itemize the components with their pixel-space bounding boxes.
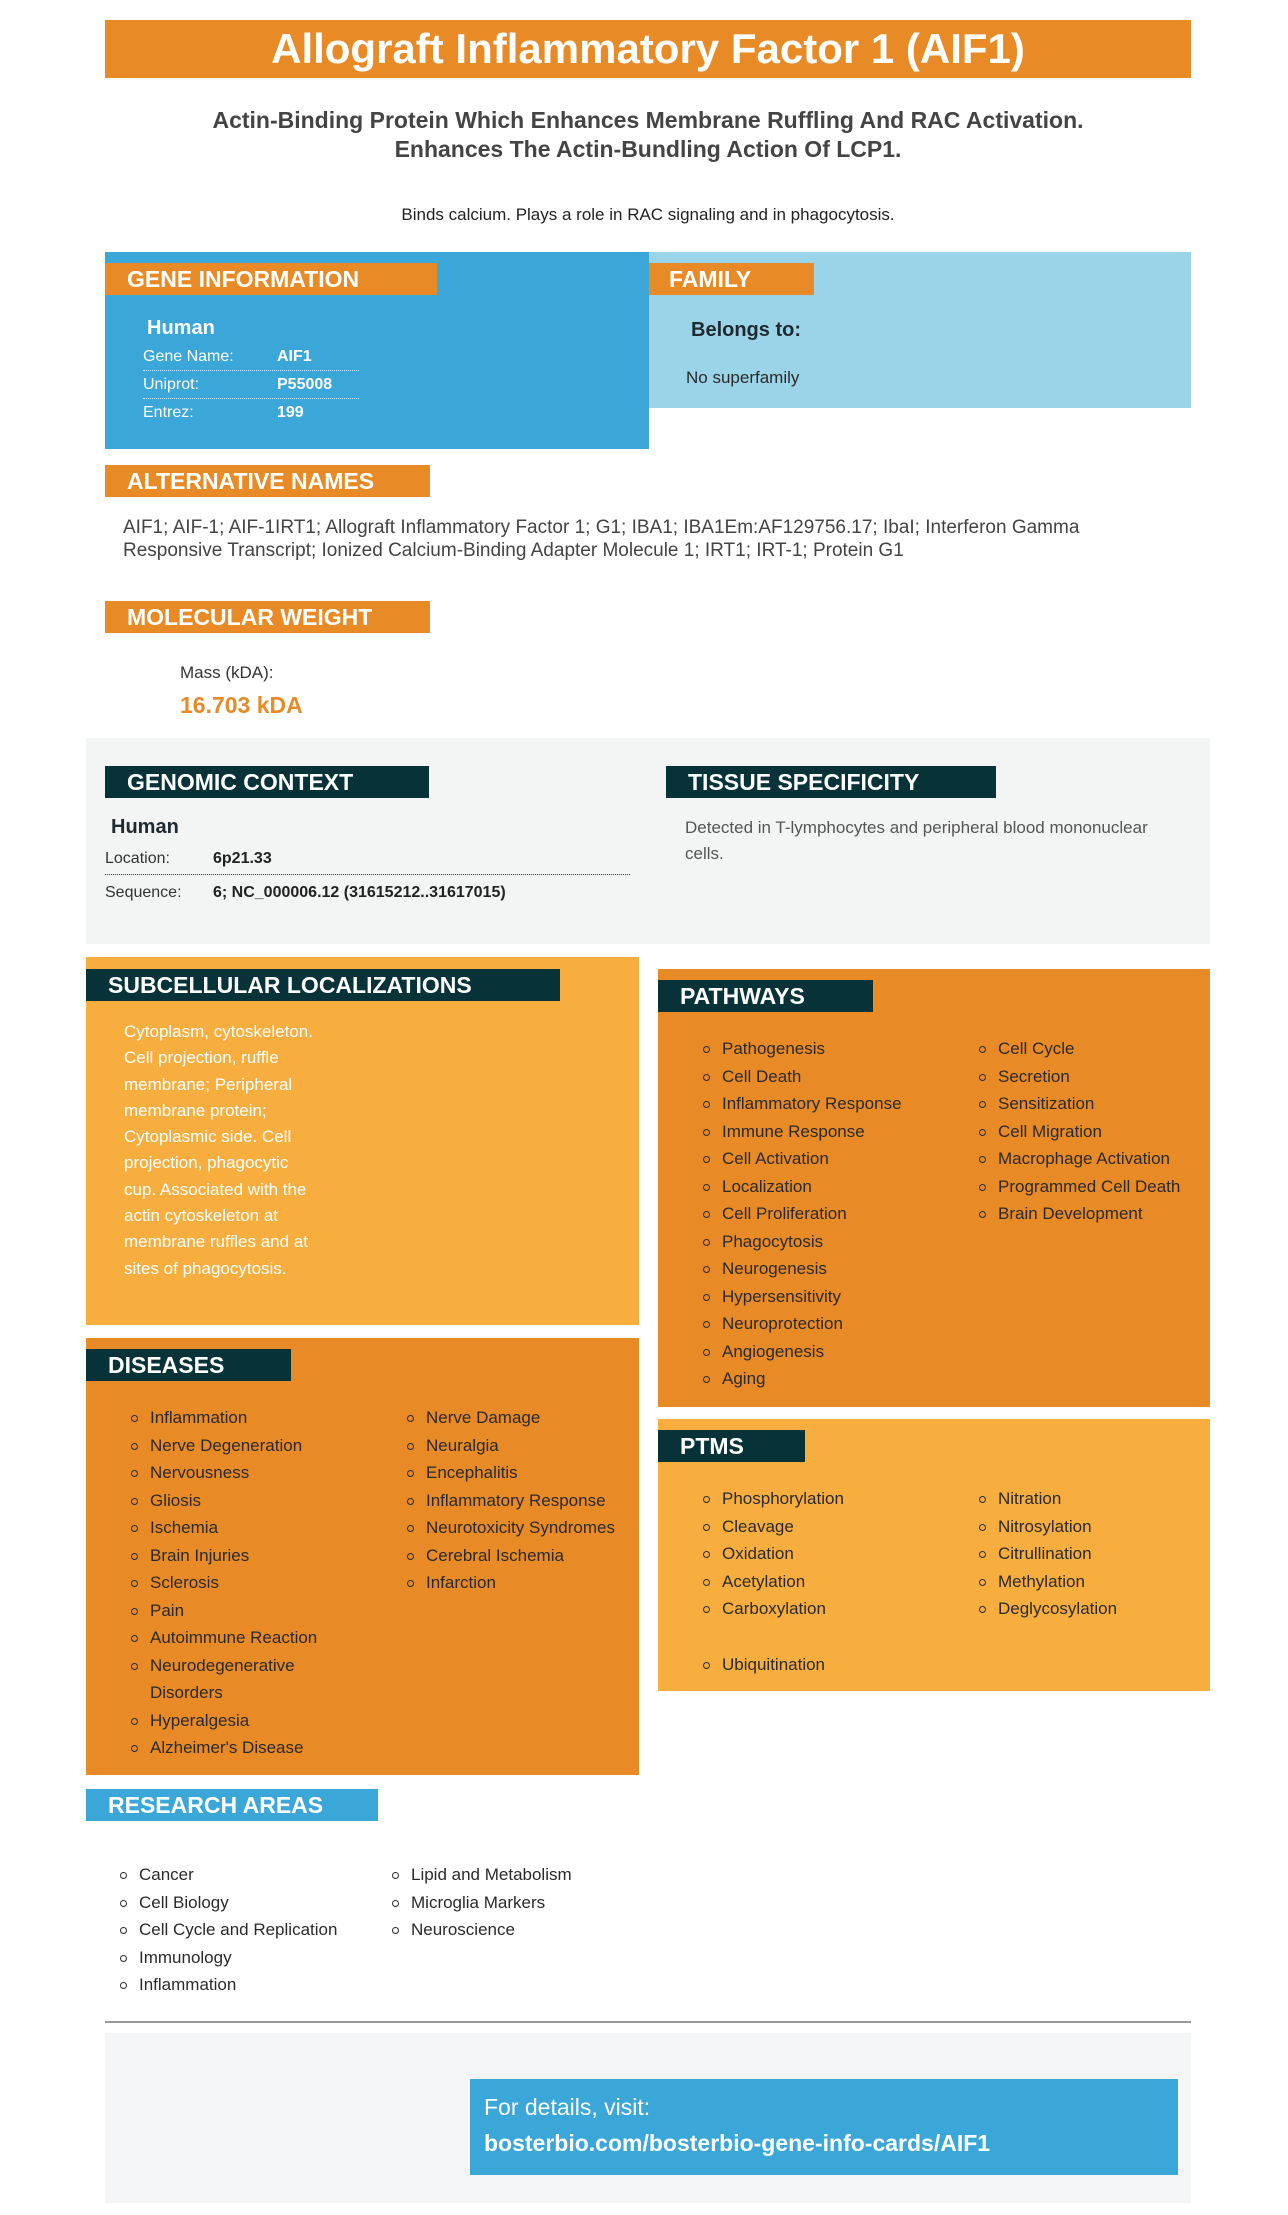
list-item: Lipid and Metabolism [389, 1861, 572, 1889]
gene-information-heading: GENE INFORMATION [105, 263, 437, 295]
list-item: Oxidation [700, 1540, 844, 1568]
list-item: Neuroprotection [700, 1310, 902, 1338]
footer-divider [105, 2021, 1191, 2023]
sequence-value: 6; NC_000006.12 (31615212..31617015) [213, 884, 506, 901]
list-item: Angiogenesis [700, 1338, 902, 1366]
uniprot-label: Uniprot: [143, 376, 200, 393]
details-link-box[interactable] [470, 2079, 1178, 2175]
pathways-list-2 [976, 1035, 1180, 1228]
mass-label: Mass (kDA): [180, 663, 274, 682]
subcellular-line: Cell projection, ruffle [124, 1048, 279, 1068]
list-item: Encephalitis [404, 1459, 615, 1487]
list-item: Inflammatory Response [404, 1487, 615, 1515]
uniprot-row [143, 372, 359, 399]
genomic-species: Human [111, 816, 179, 838]
subcellular-line: actin cytoskeleton at [124, 1206, 279, 1226]
tissue-line-1: Detected in T-lymphocytes and peripheral blood mononuclear [685, 818, 1148, 837]
gene-name-row [143, 344, 359, 371]
mass-value: 16.703 kDA [180, 692, 303, 718]
list-item: Alzheimer's Disease [128, 1734, 348, 1762]
tissue-specificity-heading: TISSUE SPECIFICITY [666, 766, 996, 798]
list-item: Nervousness [128, 1459, 348, 1487]
details-link[interactable]: bosterbio.com/bosterbio-gene-info-cards/AIF1 [484, 2130, 991, 2156]
list-item: Infarction [404, 1569, 615, 1597]
list-item: Cerebral Ischemia [404, 1542, 615, 1570]
list-item: Brain Injuries [128, 1542, 348, 1570]
list-item: Autoimmune Reaction [128, 1624, 348, 1652]
subtitle-line-1: Actin-Binding Protein Which Enhances Membrane Ruffling And RAC Activation. [212, 107, 1084, 133]
uniprot-value: P55008 [277, 376, 333, 393]
diseases-panel [86, 1338, 639, 1775]
list-item: Nerve Degeneration [128, 1432, 348, 1460]
research-areas-heading: RESEARCH AREAS [86, 1789, 378, 1821]
list-item: Carboxylation [700, 1595, 844, 1623]
entrez-value: 199 [277, 404, 304, 421]
list-item: Programmed Cell Death [976, 1173, 1180, 1201]
list-item: Brain Development [976, 1200, 1180, 1228]
subcellular-panel [86, 957, 639, 1325]
entrez-label: Entrez: [143, 404, 194, 421]
list-item: Phosphorylation [700, 1485, 844, 1513]
list-item: Microglia Markers [389, 1889, 572, 1917]
list-item: Cell Proliferation [700, 1200, 902, 1228]
subcellular-line: Cytoplasm, cytoskeleton. [124, 1022, 313, 1041]
list-item: Inflammation [128, 1404, 348, 1432]
list-item: Cell Activation [700, 1145, 902, 1173]
entrez-row [143, 400, 359, 426]
list-item: Neuroscience [389, 1916, 572, 1944]
gene-name-value: AIF1 [277, 348, 312, 365]
list-item: Pathogenesis [700, 1035, 902, 1063]
sequence-row [105, 878, 630, 908]
list-item: Pain [128, 1597, 348, 1625]
location-label: Location: [105, 850, 170, 867]
list-item: Hyperalgesia [128, 1707, 348, 1735]
list-item: Phagocytosis [700, 1228, 902, 1256]
alternative-names-line-2: Responsive Transcript; Ionized Calcium-Binding Adapter Molecule 1; IRT1; IRT-1; Protein G1 [123, 540, 904, 561]
ptms-heading: PTMS [658, 1430, 805, 1462]
tissue-line-2: cells. [685, 844, 724, 863]
location-row [105, 844, 630, 875]
list-item: Deglycosylation [976, 1595, 1117, 1623]
list-item: Localization [700, 1173, 902, 1201]
list-item: Inflammatory Response [700, 1090, 902, 1118]
list-item: Hypersensitivity [700, 1283, 902, 1311]
gene-name-label: Gene Name: [143, 348, 234, 365]
belongs-to-label: Belongs to: [691, 319, 801, 341]
research-areas-list-2 [389, 1861, 572, 1944]
alternative-names-heading: ALTERNATIVE NAMES [105, 465, 430, 497]
pathways-list-1 [700, 1035, 902, 1393]
family-heading: FAMILY [649, 263, 814, 295]
subcellular-line: sites of phagocytosis. [124, 1258, 287, 1278]
ptms-list-3 [700, 1651, 825, 1679]
list-item: Cell Cycle and Replication [117, 1916, 337, 1944]
diseases-list-1 [128, 1404, 348, 1762]
list-item: Aging [700, 1365, 902, 1393]
list-item: Citrullination [976, 1540, 1117, 1568]
list-item: Immunology [117, 1944, 337, 1972]
alternative-names-line-1: AIF1; AIF-1; AIF-1IRT1; Allograft Inflammatory Factor 1; G1; IBA1; IBA1Em:AF129756.17; IbaI; Interferon Gamma [123, 517, 1080, 538]
subtitle-line-2: Enhances The Actin-Bundling Action Of LCP1. [394, 136, 902, 162]
list-item: Cell Migration [976, 1118, 1180, 1146]
subcellular-line: Cytoplasmic side. Cell [124, 1127, 292, 1147]
list-item: Sensitization [976, 1090, 1180, 1118]
list-item: Cleavage [700, 1513, 844, 1541]
list-item: Nitration [976, 1485, 1117, 1513]
family-value: No superfamily [686, 368, 800, 387]
ptms-list-2 [976, 1485, 1117, 1623]
subcellular-line: membrane ruffles and at [124, 1232, 308, 1252]
list-item: Neurodegenerative Disorders [128, 1652, 310, 1707]
list-item: Cell Death [700, 1063, 902, 1091]
tissue-specificity-text [685, 815, 1195, 867]
list-item: Sclerosis [128, 1569, 348, 1597]
diseases-heading: DISEASES [86, 1349, 291, 1381]
subcellular-line: membrane protein; [124, 1100, 267, 1120]
list-item: Cell Biology [117, 1889, 337, 1917]
details-label: For details, visit: [484, 2094, 651, 2120]
subcellular-heading: SUBCELLULAR LOCALIZATIONS [86, 969, 560, 1001]
list-item: Neuralgia [404, 1432, 615, 1460]
subcellular-text [124, 1019, 313, 1282]
ptms-panel [658, 1419, 1210, 1691]
list-item: Acetylation [700, 1568, 844, 1596]
list-item: Macrophage Activation [976, 1145, 1180, 1173]
subcellular-line: cup. Associated with the [124, 1179, 307, 1199]
list-item: Inflammation [117, 1971, 337, 1999]
genomic-context-heading: GENOMIC CONTEXT [105, 766, 429, 798]
list-item: Secretion [976, 1063, 1180, 1091]
gene-information-panel [105, 252, 649, 449]
protein-function-heading [105, 106, 1191, 164]
molecular-weight-heading: MOLECULAR WEIGHT [105, 601, 430, 633]
pathways-panel [658, 969, 1210, 1407]
list-item: Nitrosylation [976, 1513, 1117, 1541]
genomic-tissue-panel [86, 738, 1210, 944]
research-areas-list-1 [117, 1861, 337, 1999]
subcellular-line: projection, phagocytic [124, 1153, 289, 1173]
location-value: 6p21.33 [213, 850, 272, 867]
sequence-label: Sequence: [105, 884, 182, 901]
list-item: Gliosis [128, 1487, 348, 1515]
list-item: Ischemia [128, 1514, 348, 1542]
list-item: Ubiquitination [700, 1651, 825, 1679]
list-item: Cell Cycle [976, 1035, 1180, 1063]
list-item: Neurotoxicity Syndromes [404, 1514, 615, 1542]
gene-species: Human [147, 317, 215, 339]
function-summary: Binds calcium. Plays a role in RAC signaling and in phagocytosis. [401, 205, 895, 224]
list-item: Cancer [117, 1861, 337, 1889]
alternative-names-text [123, 516, 1163, 562]
list-item: Nerve Damage [404, 1404, 615, 1432]
ptms-list-1 [700, 1485, 844, 1623]
page-title: Allograft Inflammatory Factor 1 (AIF1) [105, 20, 1191, 78]
list-item: Neurogenesis [700, 1255, 902, 1283]
family-panel [649, 252, 1191, 408]
subcellular-line: membrane; Peripheral [124, 1074, 293, 1094]
pathways-heading: PATHWAYS [658, 980, 873, 1012]
list-item: Immune Response [700, 1118, 902, 1146]
diseases-list-2 [404, 1404, 615, 1597]
list-item: Methylation [976, 1568, 1117, 1596]
